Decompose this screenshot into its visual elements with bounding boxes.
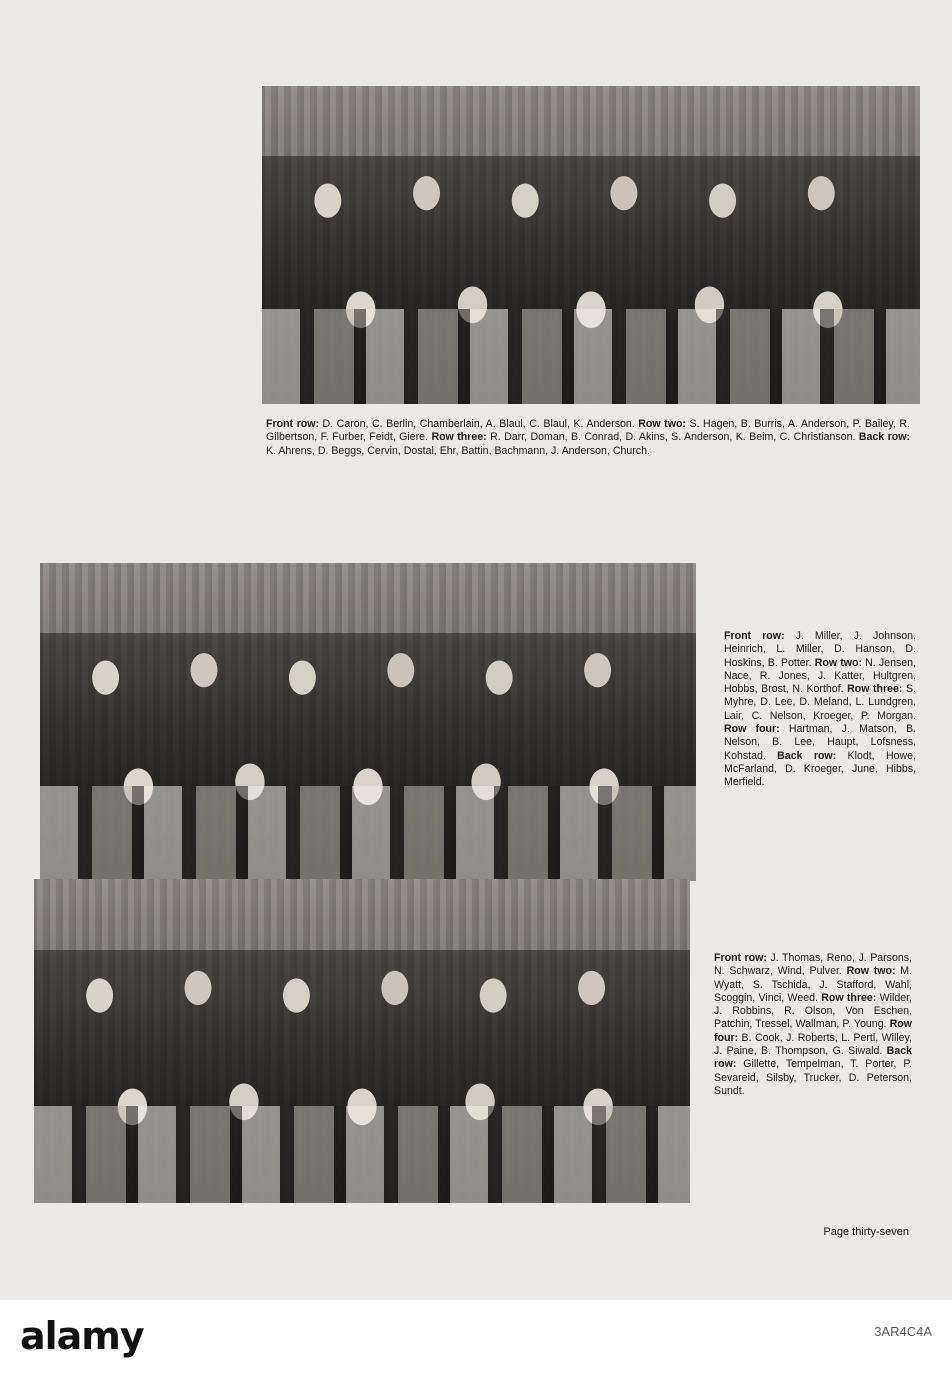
caption-row-label: Row three: [821, 991, 877, 1004]
caption-row-label: Row three: [847, 683, 903, 696]
caption-row-names: D. Caron, C. Berlin, Chamberlain, A. Blaul, C. Blaul, K. Anderson. [318, 418, 639, 430]
caption-row-names: B. Cook, J. Roberts, L. Pertl, Willey, J. Paine, B. Thompson, G. Siwald. [714, 1031, 912, 1058]
photo-front-row [262, 309, 920, 404]
caption-row-label: Row two: [638, 418, 686, 430]
photo-front-row [34, 1106, 690, 1203]
caption-row-label: Back row: [777, 749, 837, 762]
caption-row-label: Front row: [266, 418, 319, 430]
caption-row-label: Row three: [431, 431, 487, 444]
stock-footer [0, 1300, 952, 1390]
caption-row-label: Row four: [714, 1018, 912, 1044]
photo-front-row [40, 786, 696, 881]
image-id: 3AR4C4A [874, 1324, 932, 1339]
page-number: Page thirty-seven [823, 1226, 909, 1238]
caption-row-label: Back row: [714, 1045, 912, 1071]
group-photo-2 [40, 563, 696, 881]
caption-row-names: S. Myhre, D. Lee, D. Meland, L. Lundgren, Lair, C. Nelson, Kroeger, P. Morgan. [724, 683, 917, 722]
caption-row-names: R. Darr, Doman, B. Conrad, D. Akins, S. Anderson, K. Beim, C. Christianson. [486, 431, 859, 444]
caption-row-names: J. Thomas, Reno, J. Parsons, N. Schwarz, Wind, Pulver. [714, 952, 913, 978]
caption-row-label: Back row: [858, 431, 910, 444]
caption-row-label: Row four: [724, 723, 780, 736]
group-photo-1 [262, 86, 920, 404]
photo-caption-3 [714, 952, 912, 1098]
caption-row-names: K. Ahrens, D. Beggs, Cervin, Dostal, Ehr, Battin, Bachmann, J. Anderson, Church. [266, 444, 650, 457]
caption-row-label: Row two: [814, 656, 862, 669]
photo-caption-2 [724, 630, 916, 790]
brand-logo[interactable]: alamy [20, 1314, 144, 1358]
caption-row-names: Hartman, J. Matson, B. Nelson, B. Lee, Haupt, Lofsness, Kohstad. [724, 723, 916, 762]
group-photo-3 [34, 879, 690, 1203]
caption-row-names: S. Hagen, B. Burris, A. Anderson, P. Bailey, R. Gilbertson, F. Furber, Feidt, Giere. [266, 418, 911, 444]
caption-row-names: Gillette, Tempelman, T. Porter, P. Sevareid, Silsby, Trucker, D. Peterson, Sundt. [714, 1058, 912, 1097]
caption-row-label: Row two: [846, 965, 896, 978]
caption-row-label: Front row: [714, 952, 767, 964]
caption-row-names: M. Wyatt, S. Tschida, J. Stafford, Wahl, Scoggin, Vinci, Weed. [714, 965, 912, 1004]
caption-row-label: Front row: [724, 630, 785, 642]
photo-caption-1 [266, 418, 910, 458]
caption-row-names: Wilder, J. Robbins, R. Olson, Von Eschen, Patchin, Tressel, Wallman, P. Young. [714, 991, 912, 1031]
caption-row-names: J. Miller, J. Johnson, Heinrich, L. Miller, D. Hanson, D. Hoskins, B. Potter. [724, 630, 916, 669]
caption-row-names: N. Jensen, Nace, R. Jones, J. Katter, Hultgren, Hobbs, Brost, N. Korthof. [724, 656, 916, 696]
caption-row-names: Klodt, Howe, McFarland, D. Kroeger, June, Hibbs, Merfield. [724, 749, 916, 789]
